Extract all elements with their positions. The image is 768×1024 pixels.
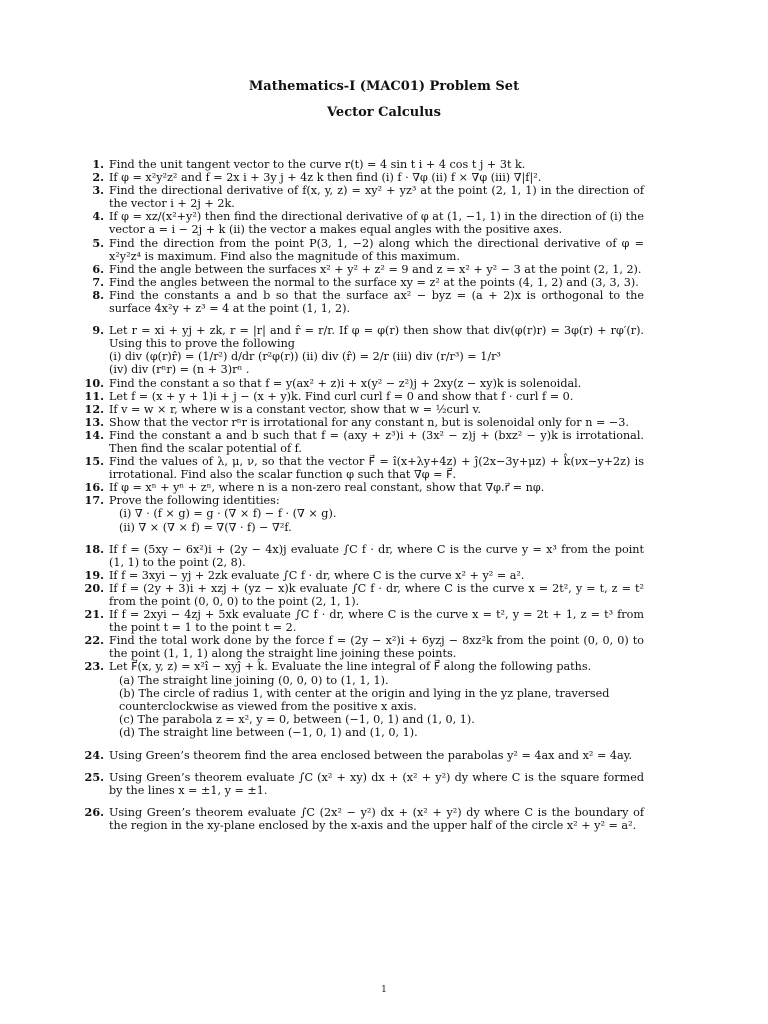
problem-text: Find the values of λ, μ, ν, so that the vector F⃗ = î(x+λy+4z) + ĵ(2x−3y+μz) + k̂(νx−y+2z) is irrotational. Find also the scalar function φ such that ∇φ = F⃗. [109,455,644,482]
subpart-item: (c) The parabola z = x², y = 0, between (−1, 0, 1) and (1, 0, 1). [119,712,475,726]
problem-item [82,660,644,739]
problem-number: 14. [84,427,104,442]
problem-text: Find the directional derivative of f(x, y, z) = xy² + yz³ at the point (2, 1, 1) in the direction of the vector i + 2j + 2k. [109,184,644,211]
problem-text: Find the total work done by the force f = (2y − x²)i + 6yzj − 8xz²k from the point (0, 0, 0) to the point (1, 1, 1) along the straight line joining these points. [109,634,644,661]
problem-number: 11. [84,388,104,403]
problem-item [82,429,644,455]
problem-text: Find the angle between the surfaces x² + y² + z² = 9 and z = x² + y² − 3 at the point (2, 1, 2). [109,262,642,276]
problem-item [82,171,644,184]
problem-text: Let F⃗(x, y, z) = x²î − xyĵ + k̂. Evaluate the line integral of F⃗ along the following paths. [109,660,592,674]
subpart-item: (i) div (φ(r)r̂) = (1/r²) d/dr (r²φ(r)) (ii) div (r̂) = 2/r (iii) div (r/r³) = 1/r³ [109,350,501,364]
problem-text: Find the constants a and b so that the surface ax² − byz = (a + 2)x is orthogonal to the surface 4x²y + z³ = 4 at the point (1, 1, 2). [109,288,644,316]
problem-number: 12. [84,401,104,416]
problem-item [82,403,644,416]
problem-item [82,263,644,276]
subpart-item: (d) The straight line between (−1, 0, 1) and (1, 0, 1). [119,725,418,739]
problem-text: If v = w × r, where w is a constant vector, show that w = ½curl v. [109,402,482,416]
problem-number: 13. [84,414,104,429]
problem-text: Find the constant a and b such that f = (axy + z³)i + (3x² − z)j + (bxz² − y)k is irrotational. Then find the scalar potential of f. [109,428,644,455]
problem-number: 17. [84,493,104,508]
page-number: 1 [381,985,387,995]
problem-text: Using Green’s theorem evaluate ∫C (2x² − y²) dx + (x² + y²) dy where C is the boundary of the region in the xy-plane enclosed by the x-axis and the upper half of the circle x² + y² = a². [109,806,644,833]
problem-text: If f = (5xy − 6x²)i + (2y − 4x)j evaluate ∫C f · dr, where C is the curve y = x³ from the point (1, 1) to the point (2, 8). [109,542,644,569]
problem-item [82,771,644,797]
problem-text: If f = 2xyi − 4zj + 5xk evaluate ∫C f · dr, where C is the curve x = t², y = 2t + 1, z = t³ from the point t = 1 to the point t = 2. [109,608,644,635]
problem-number: 3. [92,183,104,198]
problem-number: 4. [92,209,104,224]
problem-number: 25. [84,770,104,785]
problem-item [82,184,644,210]
problem-number: 26. [84,805,104,820]
problem-item [82,210,644,236]
subpart-item: (a) The straight line joining (0, 0, 0) to (1, 1, 1). [119,673,389,687]
problem-text: Let r = xi + yj + zk, r = |r| and r̂ = r/r. If φ = φ(r) then show that div(φ(r)r) = 3φ(r) + rφ′(r). Using this to prove the following [109,324,644,351]
problem-item [82,324,644,376]
subpart-item: (b) The circle of radius 1, with center at the origin and lying in the yz plane, traversed counterclockwise as viewed from the positive x axis. [119,686,610,713]
subpart-list [109,350,644,376]
problem-item [82,543,644,569]
problem-number: 22. [84,633,104,648]
subpart-item: (ii) ∇ × (∇ × f) = ∇(∇ · f) − ∇²f. [119,520,292,534]
subpart-item: (iv) div (rⁿr) = (n + 3)rⁿ . [109,363,250,377]
subpart-list [109,674,644,739]
problem-item [82,569,644,582]
problem-text: Find the constant a so that f = y(ax² + z)i + x(y² − z²)j + 2xy(z − xy)k is solenoidal. [109,376,582,390]
problem-item [82,416,644,429]
subpart-list [109,507,644,533]
document-title: Mathematics-I (MAC01) Problem Set [248,79,520,94]
problem-number: 2. [92,170,104,185]
problem-number: 24. [84,748,104,763]
problem-item [82,390,644,403]
problem-number: 10. [84,375,104,390]
problem-text: Find the unit tangent vector to the curve r(t) = 4 sin t i + 4 cos t j + 3t k. [109,158,526,171]
problem-item [82,806,644,832]
problem-item [82,481,644,494]
problem-number: 16. [84,480,104,495]
problem-item [82,455,644,481]
subpart-item: (i) ∇ · (f × g) = g · (∇ × f) − f · (∇ × g). [119,507,337,521]
problem-text: Find the direction from the point P(3, 1, −2) along which the directional derivative of φ = x²y²z⁴ is maximum. Find also the magnitude of this maximum. [109,236,644,263]
problem-text: If φ = x²y²z² and f = 2x i + 3y j + 4z k then find (i) f · ∇φ (ii) f × ∇φ (iii) ∇|f|². [109,171,542,185]
problem-item [82,158,644,171]
problem-item [82,276,644,289]
problem-text: Find the angles between the normal to the surface xy = z² at the points (4, 1, 2) and (3, 3, 3). [109,275,639,289]
problem-text: If f = (2y + 3)i + xzj + (yz − x)k evaluate ∫C f · dr, where C is the curve x = 2t², y = t, z = t² from the point (0, 0, 0) to the point (2, 1, 1). [109,581,644,608]
problem-number: 6. [92,261,104,276]
problem-text: Prove the following identities: [109,494,280,508]
problem-number: 15. [84,454,104,469]
problem-text: Using Green’s theorem find the area enclosed between the parabolas y² = 4ax and x² = 4ay. [109,749,633,763]
document-subtitle: Vector Calculus [327,105,441,120]
problem-item [82,608,644,634]
problem-number: 20. [84,580,104,595]
problem-number: 18. [84,541,104,556]
problem-item [82,634,644,660]
problem-item [82,377,644,390]
problem-number: 1. [92,157,104,171]
problem-item [82,582,644,608]
problem-text: Show that the vector rⁿr is irrotational for any constant n, but is solenoidal only for n = −3. [109,415,629,429]
problem-item [82,289,644,315]
problem-text: Using Green’s theorem evaluate ∫C (x² + xy) dx + (x² + y²) dy where C is the square formed by the lines x = ±1, y = ±1. [109,771,644,798]
problem-number: 23. [84,659,104,674]
problem-list [82,158,644,833]
problem-item [82,494,644,533]
problem-number: 19. [84,567,104,582]
problem-item [82,749,644,762]
problem-number: 8. [92,287,104,302]
problem-text: Let f = (x + y + 1)i + j − (x + y)k. Find curl curl f = 0 and show that f · curl f = 0. [109,389,574,403]
problem-item [82,237,644,263]
problem-text: If f = 3xyi − yj + 2zk evaluate ∫C f · dr, where C is the curve x² + y² = a². [109,568,525,582]
problem-text: If φ = xⁿ + yⁿ + zⁿ, where n is a non-zero real constant, show that ∇φ.r⃗ = nφ. [109,481,545,495]
problem-number: 9. [92,323,104,338]
problem-number: 5. [92,235,104,250]
problem-number: 21. [84,607,104,622]
problem-text: If φ = xz/(x²+y²) then find the directional derivative of φ at (1, −1, 1) in the direction of (i) the vector a = i − 2j + k (ii) the vector a makes equal angles with the positive axes. [109,210,644,237]
problem-number: 7. [92,274,104,289]
